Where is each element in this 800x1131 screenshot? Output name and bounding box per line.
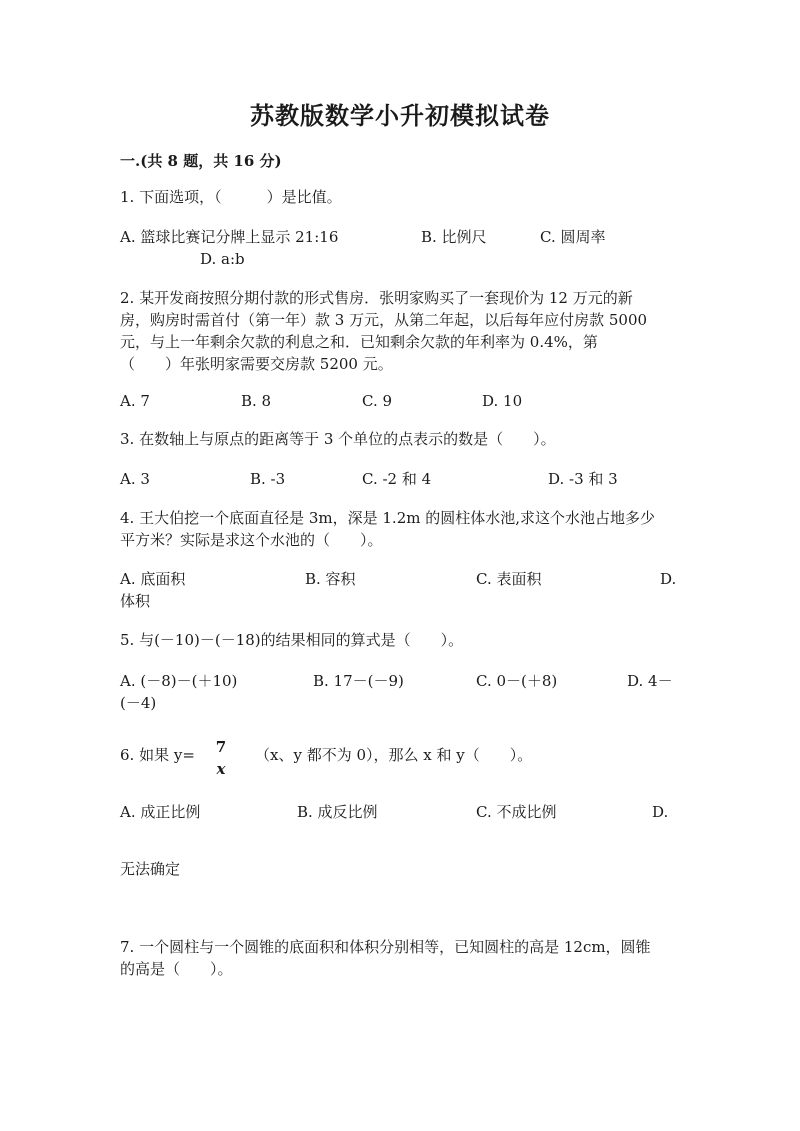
question-2-line-2: 房，购房时需首付（第一年）款 3 万元，从第二年起，以后每年应付房款 5000 bbox=[120, 311, 648, 329]
question-4-option-d-text: 体积 bbox=[120, 592, 151, 610]
question-1-option-c: C. 圆周率 bbox=[540, 228, 606, 246]
question-6-option-d-text: 无法确定 bbox=[120, 860, 181, 878]
question-6-stem-start: 6. 如果 y= bbox=[120, 746, 195, 764]
question-5-option-a: A. (－8)－(＋10) bbox=[120, 672, 238, 690]
question-4-option-a: A. 底面积 bbox=[120, 570, 186, 588]
fraction-7-over-x bbox=[212, 738, 230, 778]
question-2-line-4: （ ）年张明家需要交房款 5200 元。 bbox=[120, 355, 393, 373]
question-2-line-1: 2. 某开发商按照分期付款的形式售房．张明家购买了一套现价为 12 万元的新 bbox=[120, 289, 633, 307]
question-1-option-a: A. 篮球比赛记分牌上显示 21:16 bbox=[120, 228, 339, 246]
question-2-option-b: B. 8 bbox=[241, 392, 272, 410]
question-4-option-d: D. bbox=[660, 570, 677, 588]
question-5-option-d-text: (－4) bbox=[120, 694, 157, 712]
question-2-option-c: C. 9 bbox=[362, 392, 393, 410]
question-4-line-1: 4. 王大伯挖一个底面直径是 3m，深是 1.2m 的圆柱体水池,求这个水池占地多少 bbox=[120, 509, 656, 527]
question-2-option-a: A. 7 bbox=[120, 392, 150, 410]
question-4-option-c: C. 表面积 bbox=[476, 570, 542, 588]
question-3-option-a: A. 3 bbox=[120, 470, 150, 488]
question-6-option-d: D. bbox=[652, 803, 669, 821]
question-5-option-b: B. 17－(－9) bbox=[313, 672, 404, 690]
fraction-denominator: x bbox=[216, 760, 226, 778]
question-6-option-c: C. 不成比例 bbox=[476, 803, 557, 821]
fraction-numerator: 7 bbox=[215, 738, 227, 756]
question-2-line-3: 元，与上一年剩余欠款的利息之和．已知剩余欠款的年利率为 0.4%，第 bbox=[120, 333, 598, 351]
question-1-option-b: B. 比例尺 bbox=[421, 228, 487, 246]
question-5-option-d: D. 4－ bbox=[627, 672, 673, 690]
question-6-option-b: B. 成反比例 bbox=[297, 803, 378, 821]
question-7-line-1: 7. 一个圆柱与一个圆锥的底面积和体积分别相等，已知圆柱的高是 12cm，圆锥 bbox=[120, 938, 651, 956]
question-4-option-b: B. 容积 bbox=[305, 570, 356, 588]
question-1-option-d: D. a:b bbox=[200, 250, 245, 268]
question-6-option-a: A. 成正比例 bbox=[120, 803, 201, 821]
question-5-stem: 5. 与(－10)－(－18)的结果相同的算式是（ ）。 bbox=[120, 631, 464, 649]
question-3-option-d: D. -3 和 3 bbox=[548, 470, 618, 488]
question-4-line-2: 平方米？实际是求这个水池的（ ）。 bbox=[120, 531, 383, 549]
question-2-option-d: D. 10 bbox=[482, 392, 523, 410]
question-3-option-b: B. -3 bbox=[250, 470, 286, 488]
question-3-stem: 3. 在数轴上与原点的距离等于 3 个单位的点表示的数是（ ）。 bbox=[120, 430, 556, 448]
question-7-line-2: 的高是（ ）。 bbox=[120, 960, 233, 978]
question-3-option-c: C. -2 和 4 bbox=[362, 470, 432, 488]
question-6-stem-end: （x、y 都不为 0），那么 x 和 y（ ）。 bbox=[255, 746, 533, 764]
question-1-stem: 1. 下面选项，（ ）是比值。 bbox=[120, 188, 342, 206]
section-heading: 一.(共 8 题，共 16 分) bbox=[120, 152, 282, 170]
question-5-option-c: C. 0－(＋8) bbox=[476, 672, 558, 690]
page-title: 苏教版数学小升初模拟试卷 bbox=[250, 101, 550, 130]
